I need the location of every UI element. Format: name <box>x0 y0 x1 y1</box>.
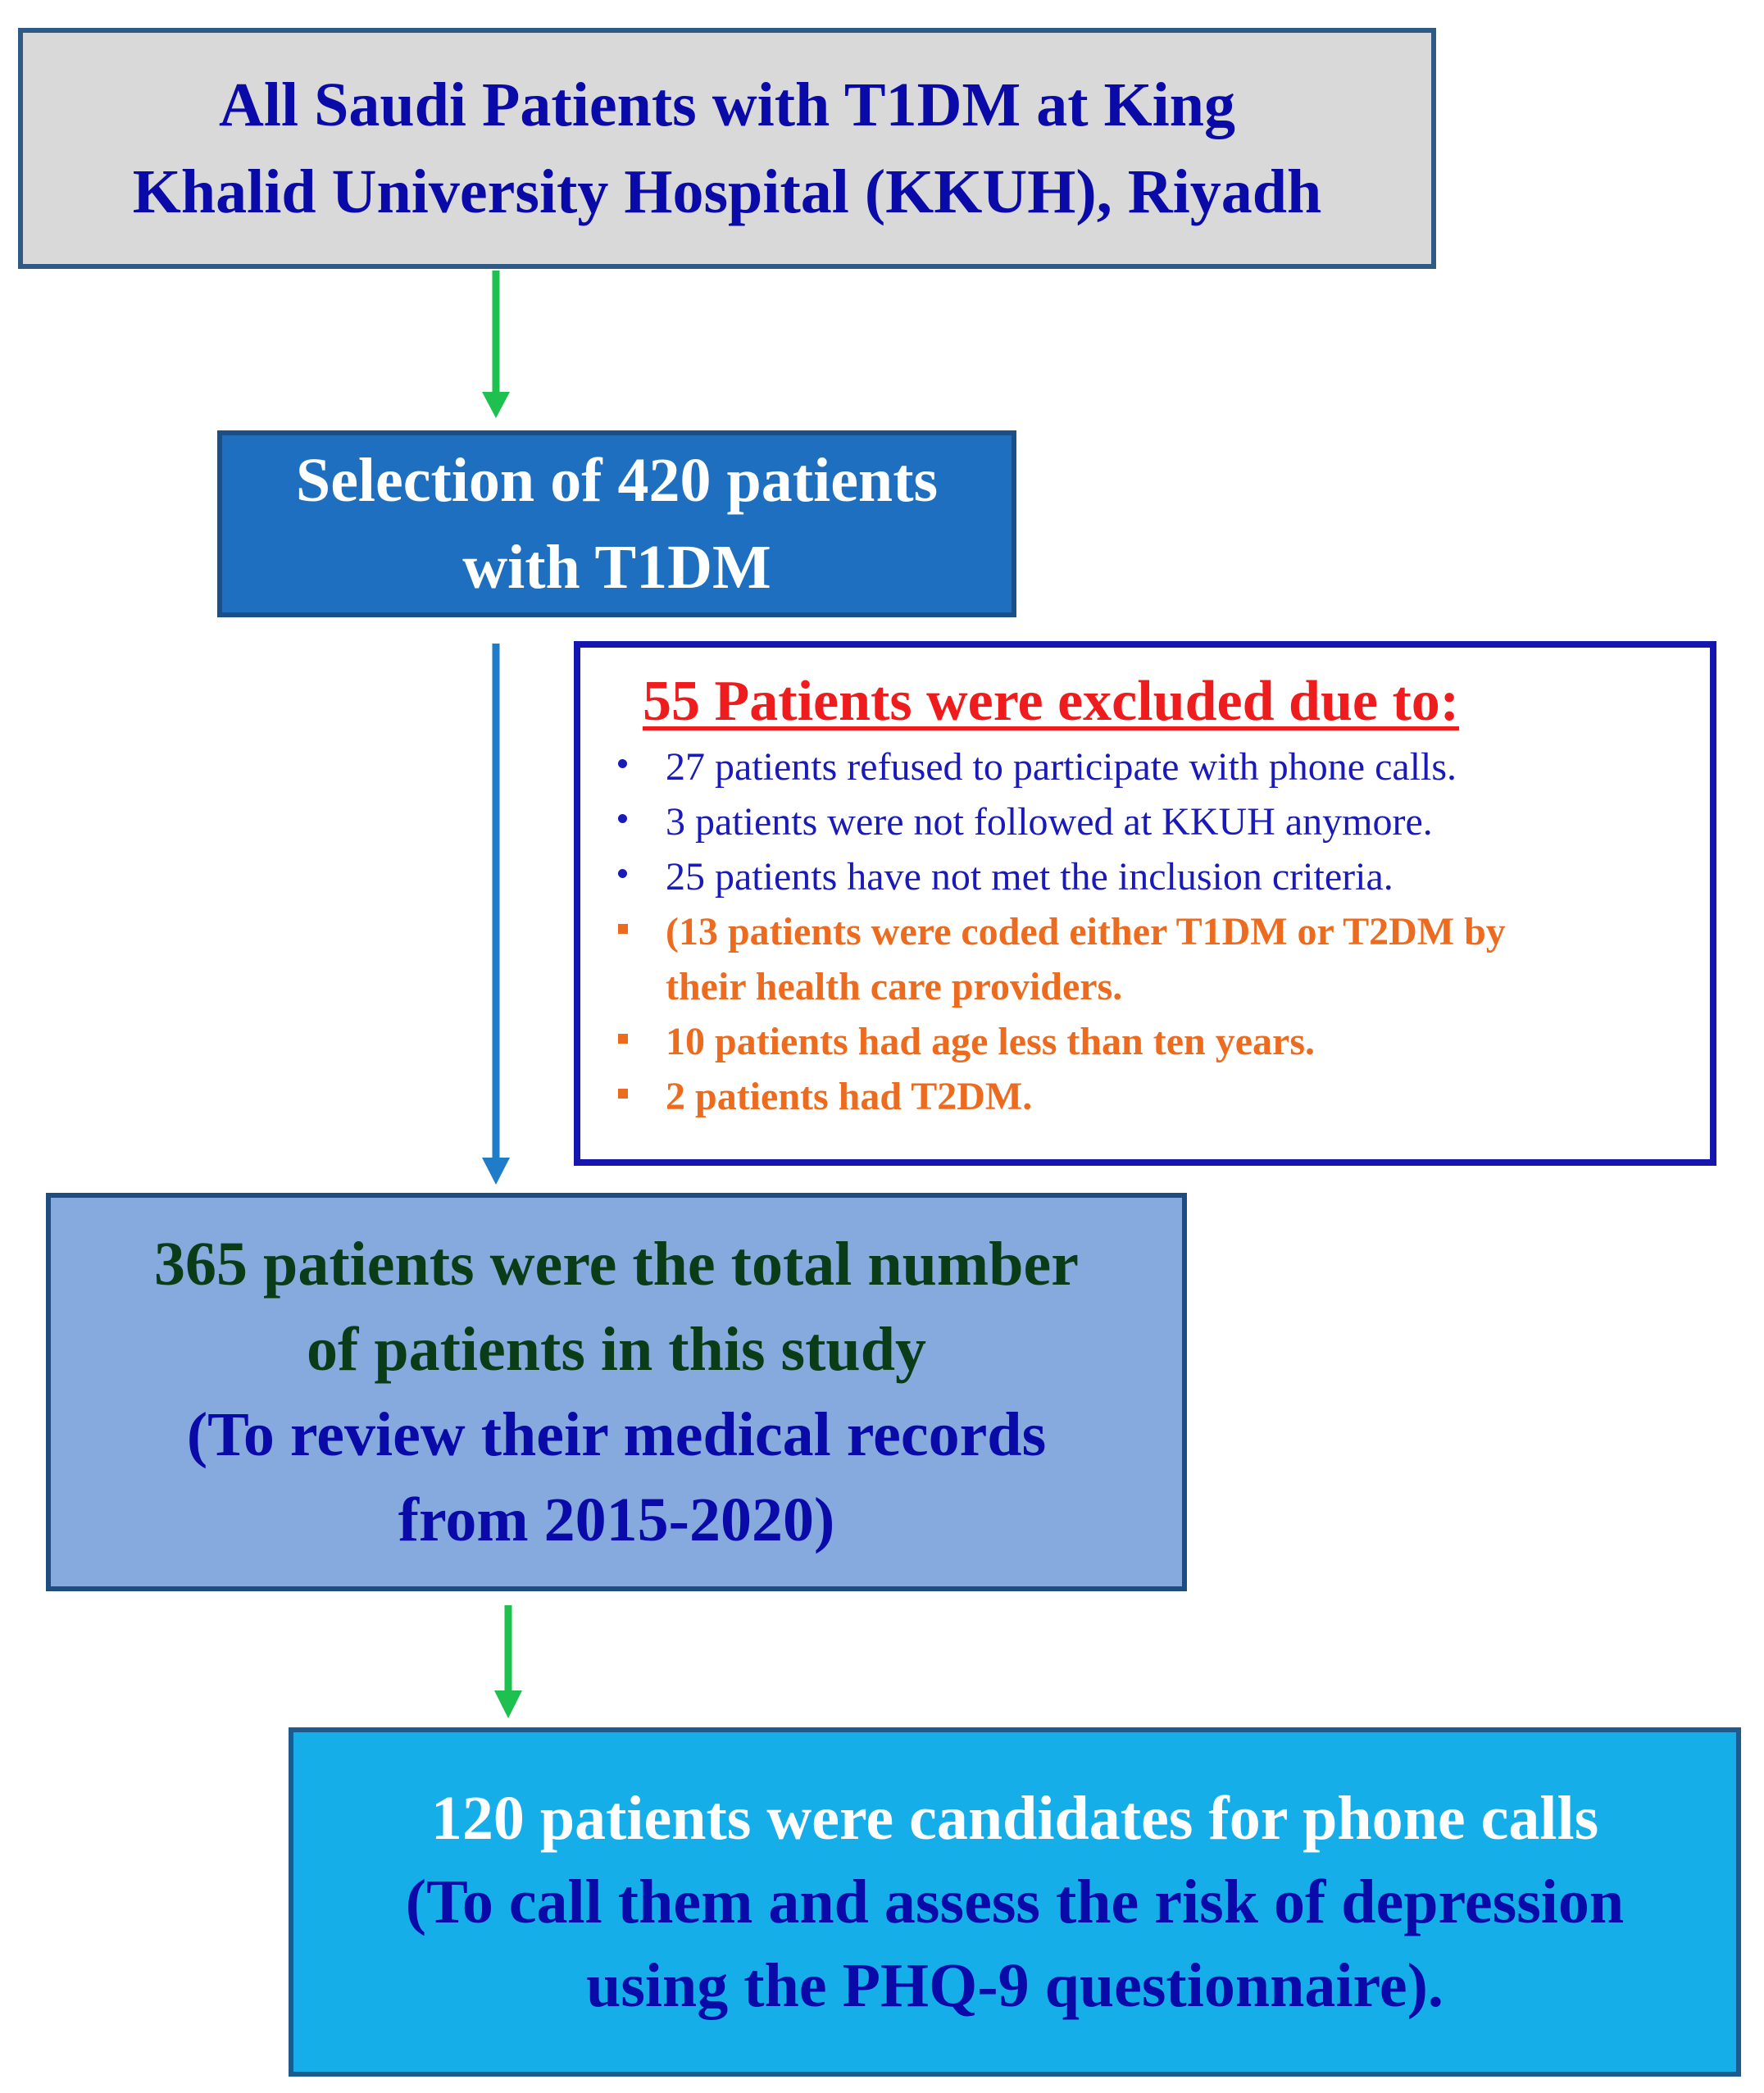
phone-line-3: using the PHQ-9 questionnaire). <box>586 1951 1443 2020</box>
exclusion-item <box>610 739 1506 794</box>
study-line-2: of patients in this study <box>307 1315 926 1384</box>
exclusion-item-text: 25 patients have not met the inclusion criteria. <box>666 855 1393 899</box>
criteria-item-text: (13 patients were coded either T1DM or T2DM by <box>666 910 1506 953</box>
exclusion-box <box>574 641 1716 1166</box>
study-line-1: 365 patients were the total number <box>154 1230 1079 1299</box>
phone-line-2: (To call them and assess the risk of depression <box>405 1868 1625 1936</box>
exclusion-heading: 55 Patients were excluded due to: <box>643 670 1460 733</box>
arrow-3-head <box>494 1690 522 1718</box>
criteria-item <box>610 1014 1506 1069</box>
criteria-item-text: 10 patients had age less than ten years. <box>666 1020 1316 1063</box>
criteria-item <box>610 904 1506 959</box>
bullet-dot-icon <box>618 869 627 878</box>
selection-line-2: with T1DM <box>462 533 771 602</box>
bullet-dot-icon <box>618 759 627 768</box>
bullet-dot-icon <box>618 814 627 823</box>
phone-candidates-box <box>289 1727 1741 2077</box>
population-line-1: All Saudi Patients with T1DM at King <box>218 71 1236 139</box>
exclusion-item <box>610 849 1506 904</box>
arrow-1-head <box>482 392 510 418</box>
study-line-3: (To review their medical records <box>186 1400 1047 1469</box>
selection-line-1: Selection of 420 patients <box>295 446 939 515</box>
population-box <box>18 28 1436 269</box>
phone-line-1: 120 patients were candidates for phone calls <box>430 1784 1599 1853</box>
criteria-item-text: their health care providers. <box>666 965 1123 1008</box>
exclusion-item-text: 27 patients refused to participate with phone calls. <box>666 745 1457 789</box>
exclusion-item-text: 3 patients were not followed at KKUH anymore. <box>666 800 1433 844</box>
bullet-square-icon <box>618 1089 628 1099</box>
criteria-item <box>610 1069 1506 1124</box>
bullet-square-icon <box>618 924 628 934</box>
exclusion-item <box>610 794 1506 849</box>
study-total-box <box>46 1193 1187 1591</box>
selection-box <box>217 430 1016 617</box>
population-line-2: Khalid University Hospital (KKUH), Riyadh <box>132 157 1322 226</box>
study-line-4: from 2015-2020) <box>398 1486 835 1554</box>
exclusion-list <box>610 739 1506 1124</box>
criteria-item-continued <box>610 959 1506 1014</box>
criteria-item-text: 2 patients had T2DM. <box>666 1075 1033 1118</box>
arrow-2-head <box>482 1158 510 1185</box>
bullet-square-icon <box>618 1034 628 1044</box>
